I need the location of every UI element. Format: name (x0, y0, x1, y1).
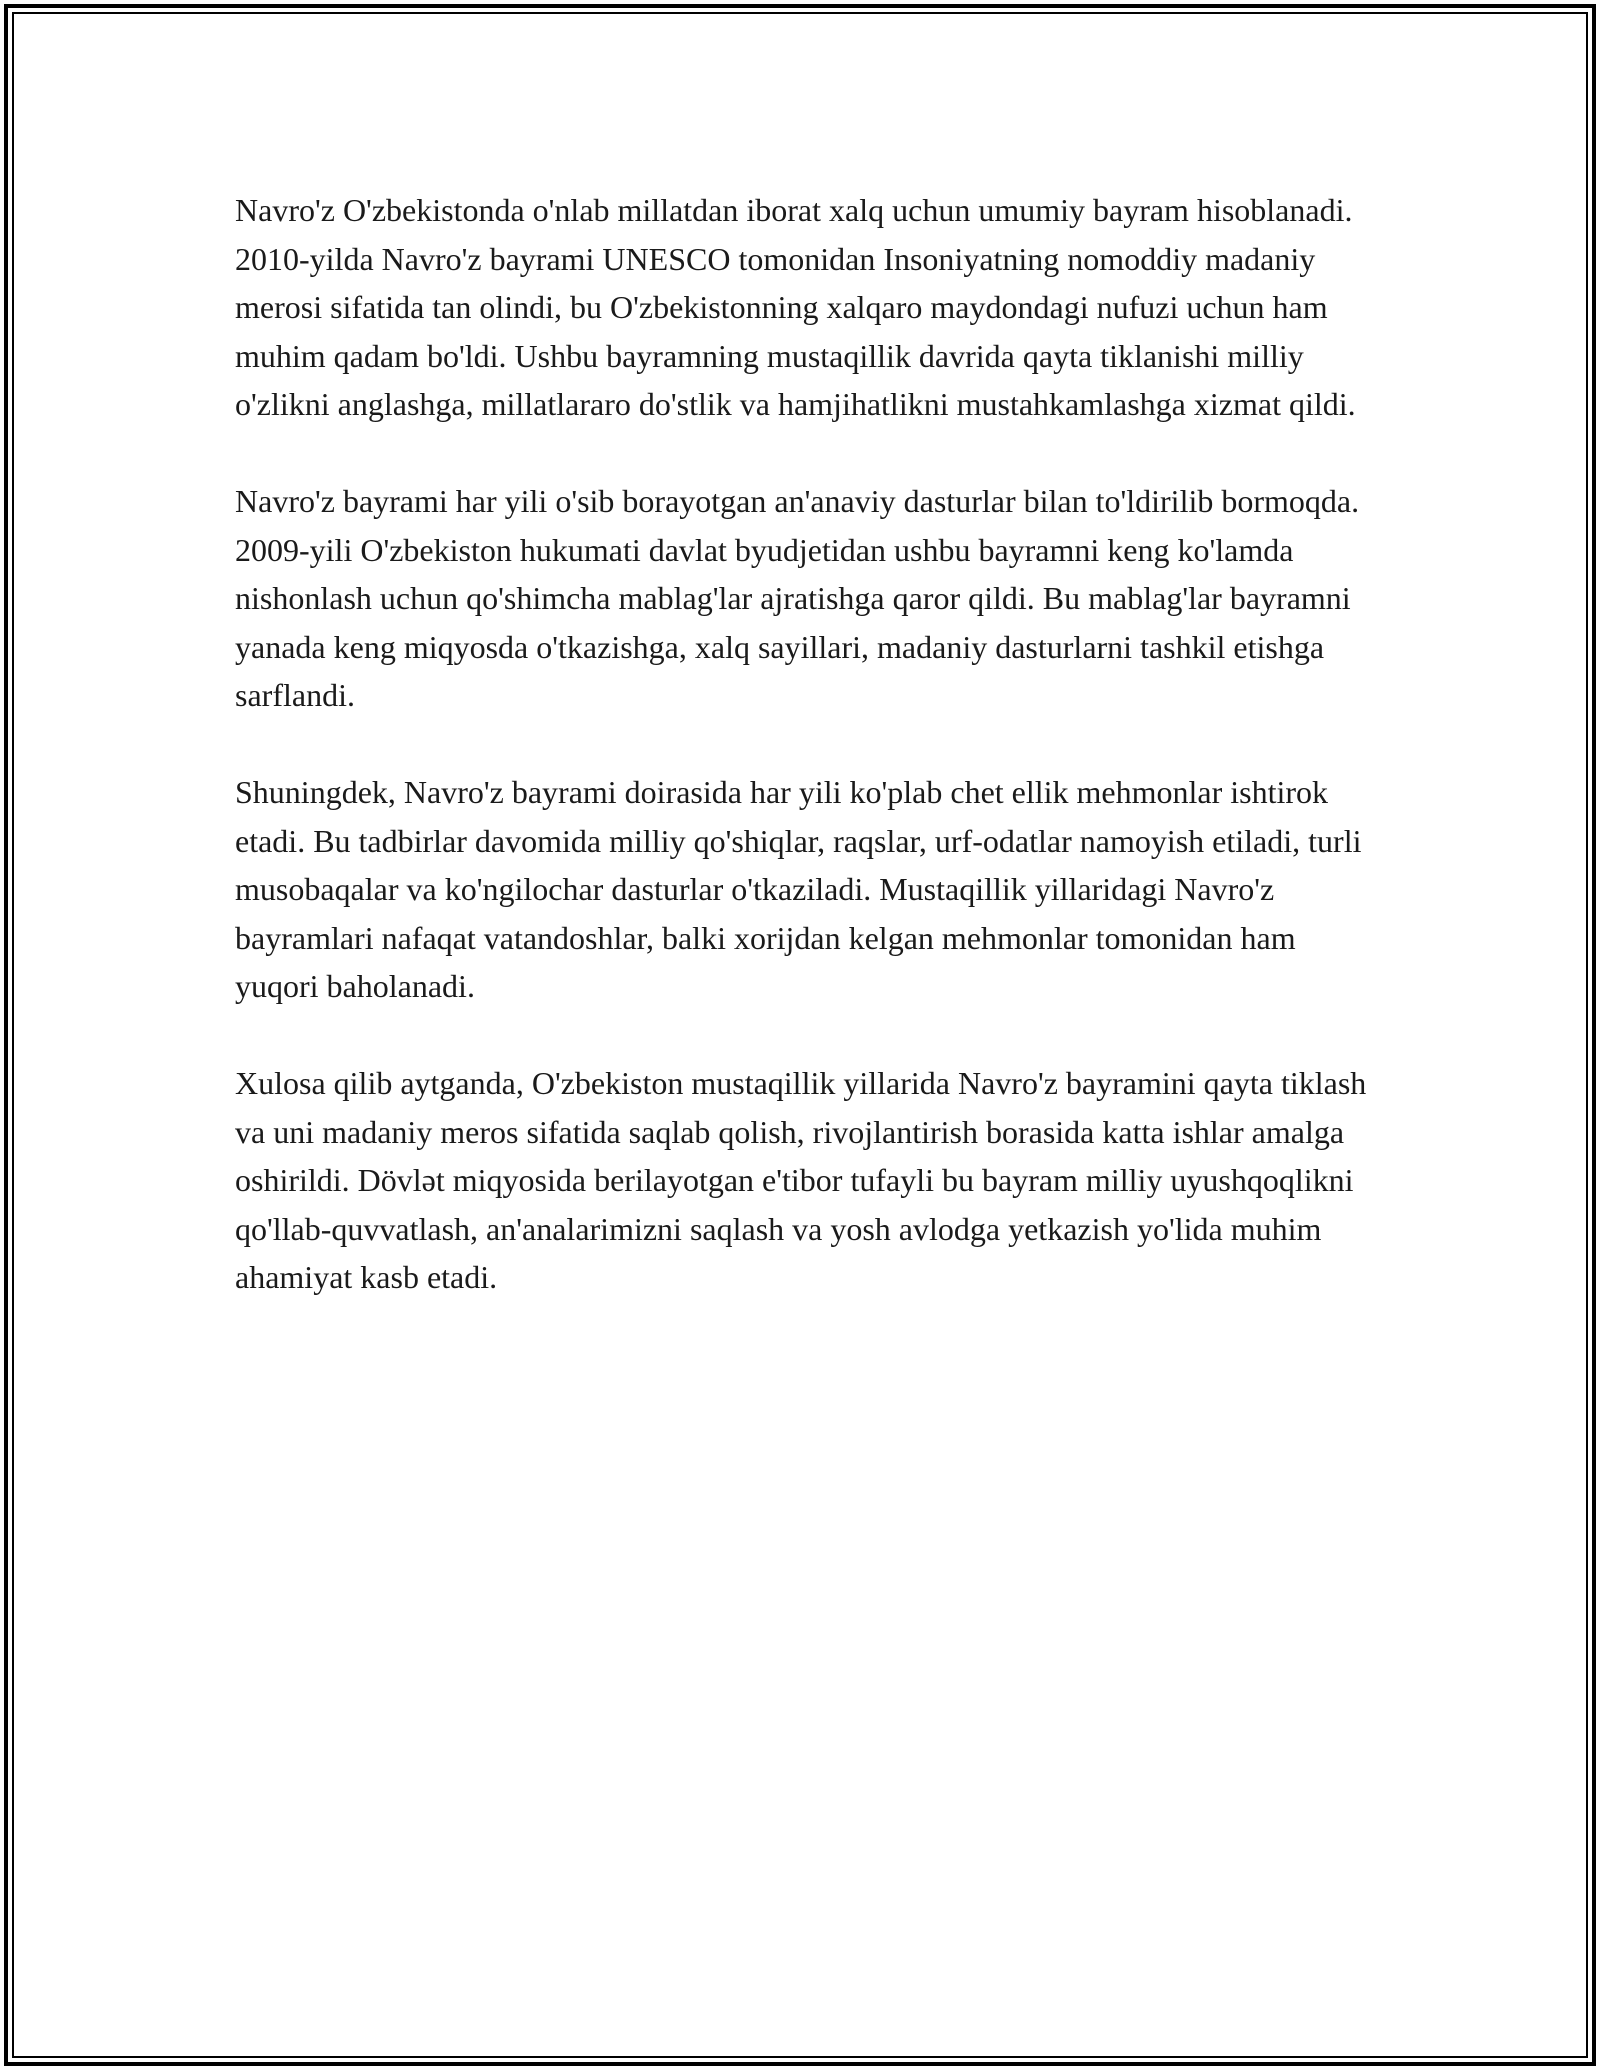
paragraph-2: Navro'z bayrami har yili o'sib borayotgan an'anaviy dasturlar bilan to'ldirilib bormoqda. 2009-yili O'zbekiston hukumati davlat byudjetidan ushbu bayramni keng ko'lamda nishonlash uchun qo'shimcha mablag'lar ajratishga qaror qildi. Bu mablag'lar bayramni yanada keng miqyosda o'tkazishga, xalq sayillari, madaniy dasturlarni tashkil etishga sarflandi. (235, 483, 1360, 713)
paragraph-3: Shuningdek, Navro'z bayrami doirasida har yili ko'plab chet ellik mehmonlar ishtirok etadi. Bu tadbirlar davomida milliy qo'shiqlar, raqslar, urf-odatlar namoyish etiladi, turli musobaqalar va ko'ngilochar dasturlar o'tkaziladi. Mustaqillik yillaridagi Navro'z bayramlari nafaqat vatandoshlar, balki xorijdan kelgan mehmonlar tomonidan ham yuqori baholanadi. (235, 774, 1362, 1004)
document-body (235, 186, 1375, 1350)
paragraph-4: Xulosa qilib aytganda, O'zbekiston mustaqillik yillarida Navro'z bayramini qayta tiklash va uni madaniy meros sifatida saqlab qolish, rivojlantirish borasida katta ishlar amalga oshirildi. Dövlət miqyosida berilayotgan e'tibor tufayli bu bayram milliy uyushqoqlikni qo'llab-quvvatlash, an'analarimizni saqlash va yosh avlodga yetkazish yo'lida muhim ahamiyat kasb etadi. (235, 1065, 1367, 1295)
paragraph-1: Navro'z O'zbekistonda o'nlab millatdan iborat xalq uchun umumiy bayram hisoblanadi. 2010-yilda Navro'z bayrami UNESCO tomonidan Insoniyatning nomoddiy madaniy merosi sifatida tan olindi, bu O'zbekistonning xalqaro maydondagi nufuzi uchun ham muhim qadam bo'ldi. Ushbu bayramning mustaqillik davrida qayta tiklanishi milliy o'zlikni anglashga, millatlararo do'stlik va hamjihatlikni mustahkamlashga xizmat qildi. (235, 192, 1356, 422)
